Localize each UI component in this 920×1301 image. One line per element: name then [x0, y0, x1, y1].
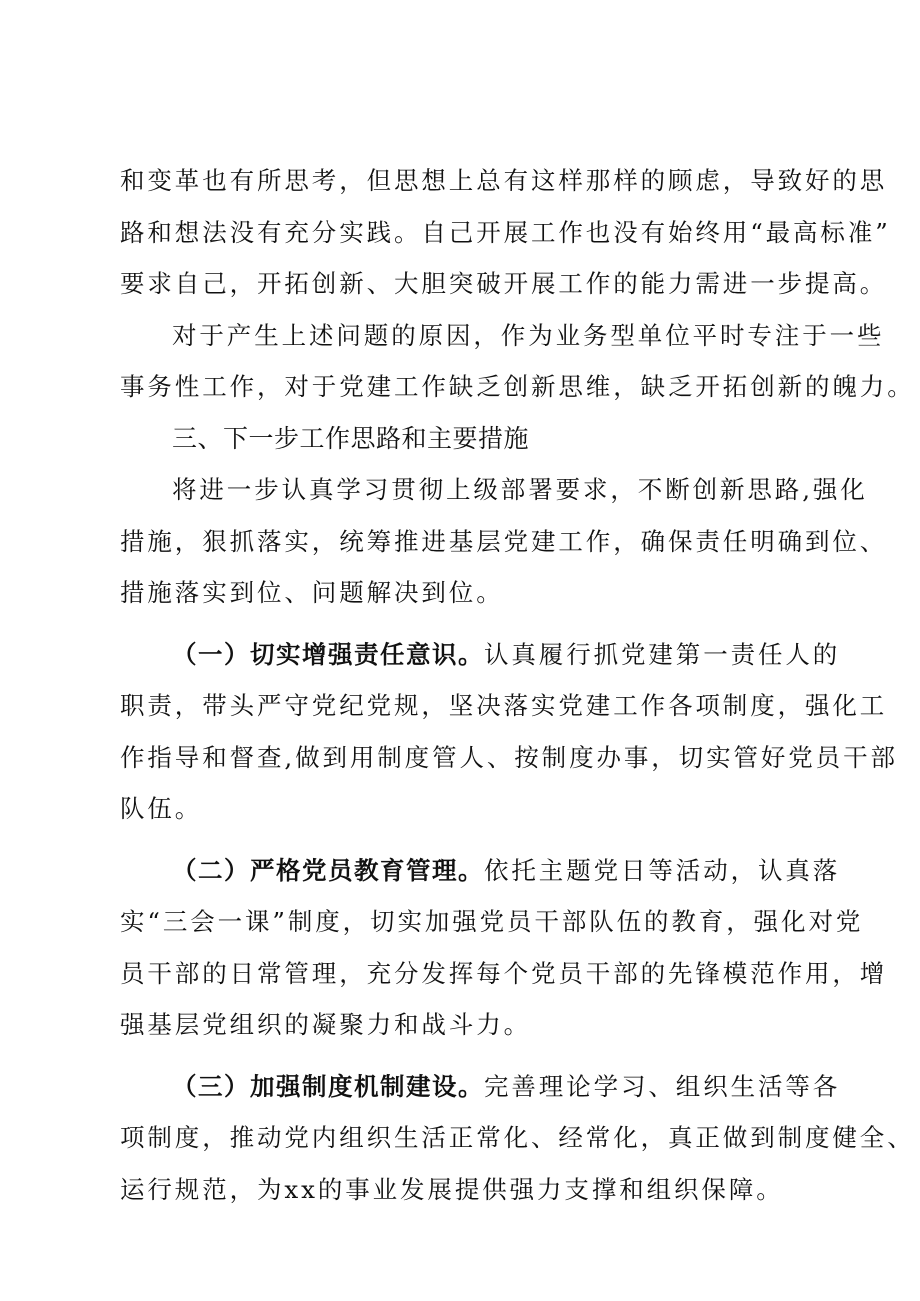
paragraph-line: 对于产生上述问题的原因，作为业务型单位平时专注于一些 — [172, 320, 885, 350]
document-body — [120, 155, 915, 1215]
measure-text: 依托主题党日等活动，认真落 — [484, 855, 841, 885]
paragraph-line: 队伍。 — [120, 794, 203, 823]
measure-title: （三）加强制度机制建设。 — [172, 1071, 484, 1101]
paragraph-line: 路和想法没有充分实践。自己开展工作也没有始终用“最高标准” — [120, 217, 891, 247]
paragraph-line: 将进一步认真学习贯彻上级部署要求，不断创新思路,强化 — [172, 475, 868, 504]
paragraph-line — [120, 1061, 841, 1113]
paragraph-line: 实“三会一课”制度，切实加强党员干部队伍的教育，强化对党 — [120, 907, 864, 936]
paragraph-line: 运行规范，为xx的事业发展提供强力支撑和组织保障。 — [120, 1174, 784, 1204]
paragraph-line: 事务性工作，对于党建工作缺乏创新思维，缺乏开拓创新的魄力。 — [120, 372, 915, 401]
paragraph-line: 作指导和督查,做到用制度管人、按制度办事，切实管好党员干部 — [120, 742, 898, 772]
paragraph-line: 措施落实到位、问题解决到位。 — [120, 578, 504, 607]
paragraph-line: 强基层党组织的凝聚力和战斗力。 — [120, 1010, 531, 1039]
paragraph-line: 项制度，推动党内组织生活正常化、经常化，真正做到制度健全、 — [120, 1123, 915, 1152]
paragraph-line: 职责，带头严守党纪党规，坚决落实党建工作各项制度，强化工 — [120, 691, 888, 720]
paragraph-line — [120, 629, 841, 681]
cause-paragraph — [120, 310, 915, 413]
paragraph-line: 措施，狠抓落实，统筹推进基层党建工作，确保责任明确到位、 — [120, 526, 888, 556]
section-intro-paragraph — [120, 464, 888, 619]
paragraph-line — [120, 845, 841, 897]
paragraph-line: 要求自己，开拓创新、大胆突破开展工作的能力需进一步提高。 — [120, 269, 888, 298]
measure-text: 认真履行抓党建第一责任人的 — [484, 639, 841, 669]
section-heading: 三、下一步工作思路和主要措施 — [172, 423, 530, 453]
paragraph-line: 员干部的日常管理，充分发挥每个党员干部的先锋模范作用，增 — [120, 958, 888, 988]
paragraph-line: 和变革也有所思考，但思想上总有这样那样的顾虑，导致好的思 — [120, 166, 888, 195]
measure-text: 完善理论学习、组织生活等各 — [484, 1071, 841, 1101]
measure-title: （一）切实增强责任意识。 — [172, 639, 484, 669]
continuation-paragraph — [120, 155, 891, 310]
measure-item-2 — [120, 845, 888, 1051]
measure-title: （二）严格党员教育管理。 — [172, 855, 484, 885]
measure-item-1 — [120, 629, 898, 835]
measure-item-3 — [120, 1061, 915, 1216]
